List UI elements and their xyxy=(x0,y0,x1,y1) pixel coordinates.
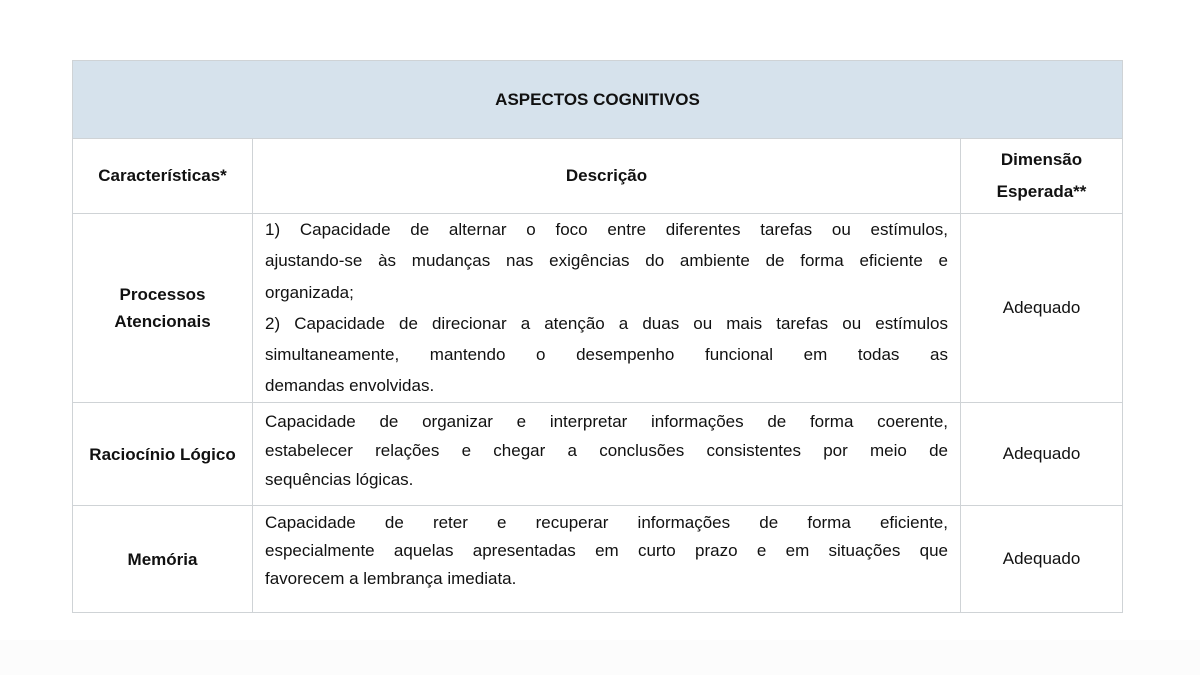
characteristic-label: Processos xyxy=(119,285,206,304)
characteristic-cell xyxy=(73,403,253,506)
header-dimension-line: Dimensão xyxy=(1000,150,1083,169)
characteristic-label: Raciocínio Lógico xyxy=(89,444,236,464)
characteristic-label: Atencionais xyxy=(114,312,211,331)
description-line: organizada; xyxy=(265,282,354,302)
description-line: demandas envolvidas. xyxy=(265,376,435,396)
description-cell xyxy=(253,506,961,613)
description-line: Capacidade de organizar e interpretar informações de forma coerente, xyxy=(265,412,948,431)
characteristic-cell xyxy=(73,214,253,403)
header-description: Descrição xyxy=(253,139,961,214)
characteristic-label: Memória xyxy=(127,549,198,569)
description-line: 2) Capacidade de direcionar a atenção a duas ou mais tarefas ou estímulos xyxy=(265,313,948,333)
description-line: ajustando-se às mudanças nas exigências do ambiente de forma eficiente e xyxy=(265,251,948,271)
cognitive-aspects-table xyxy=(72,60,1123,613)
dimension-cell: Adequado xyxy=(961,506,1123,613)
dimension-cell: Adequado xyxy=(961,214,1123,403)
dimension-cell: Adequado xyxy=(961,403,1123,506)
table-row xyxy=(73,214,1123,403)
description-line: favorecem a lembrança imediata. xyxy=(265,569,517,588)
table-title: ASPECTOS COGNITIVOS xyxy=(73,61,1123,139)
description-line: especialmente aquelas apresentadas em curto prazo e em situações que xyxy=(265,541,948,560)
description-line: Capacidade de reter e recuperar informações de forma eficiente, xyxy=(265,513,948,532)
description-line: sequências lógicas. xyxy=(265,470,414,489)
description-line: simultaneamente, mantendo o desempenho funcional em todas as xyxy=(265,345,948,365)
description-cell xyxy=(253,403,961,506)
description-line: 1) Capacidade de alternar o foco entre diferentes tarefas ou estímulos, xyxy=(265,220,948,239)
header-characteristics: Características* xyxy=(73,139,253,214)
header-dimension-line: Esperada** xyxy=(996,182,1087,201)
characteristic-cell xyxy=(73,506,253,613)
header-dimension xyxy=(961,139,1123,214)
table-row xyxy=(73,506,1123,613)
description-line: estabelecer relações e chegar a conclusões consistentes por meio de xyxy=(265,441,948,460)
table-row xyxy=(73,403,1123,506)
description-cell xyxy=(253,214,961,403)
